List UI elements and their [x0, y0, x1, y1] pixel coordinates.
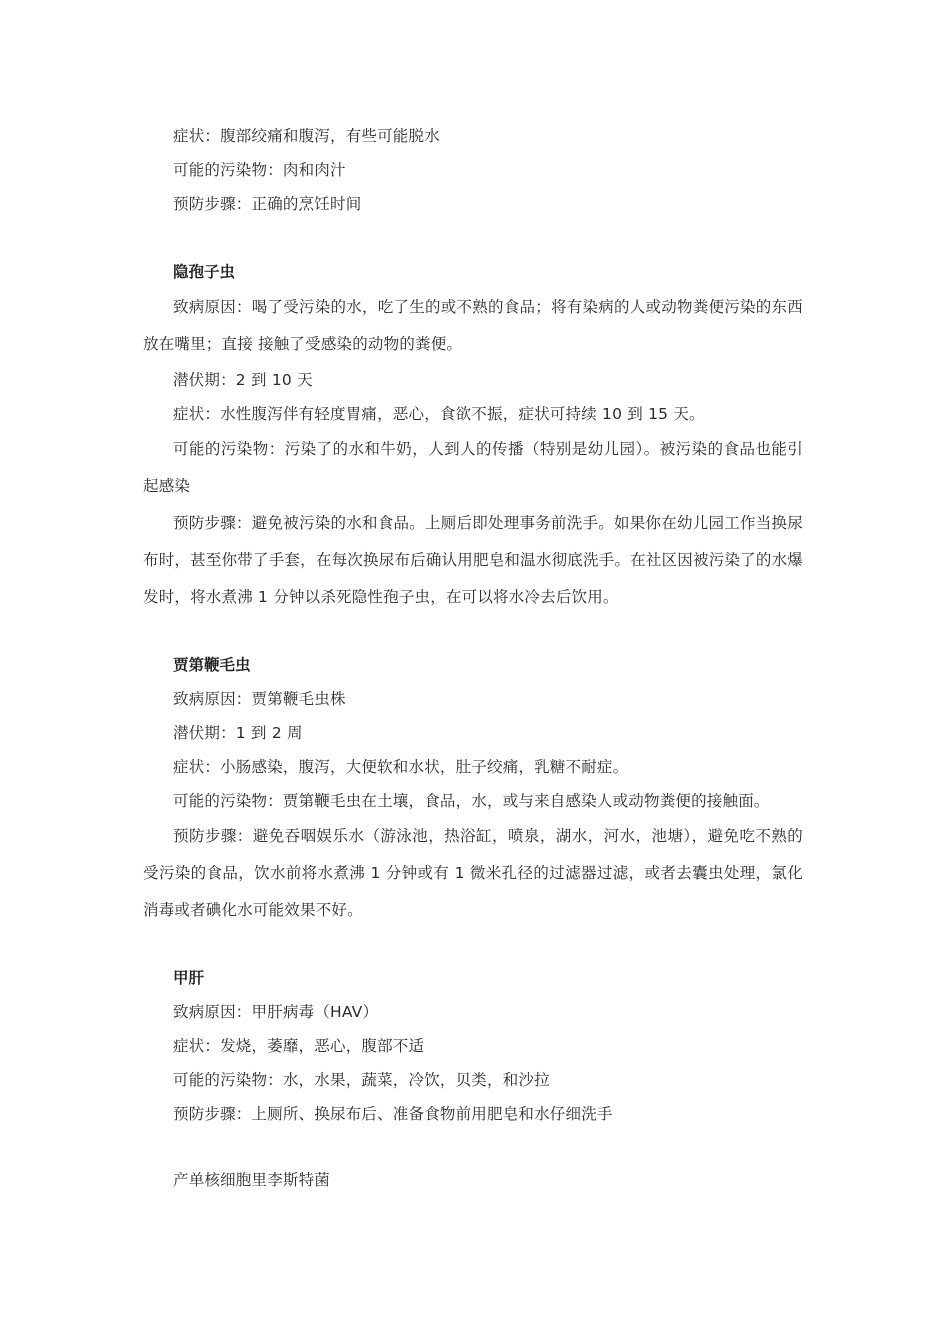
hepa-symptom: 症状：发烧，萎靡，恶心，腹部不适: [173, 1037, 425, 1055]
crypto-incubation: 潜伏期：2 到 10 天: [173, 371, 313, 389]
intro-prevention: 预防步骤：正确的烹饪时间: [173, 195, 362, 213]
intro-symptom: 症状：腹部绞痛和腹泻，有些可能脱水: [173, 127, 440, 145]
giardia-contaminant: 可能的污染物：贾第鞭毛虫在土壤，食品，水，或与来自感染人或动物粪便的接触面。: [173, 792, 770, 810]
hepa-heading: 甲肝: [173, 969, 205, 987]
giardia-incubation: 潜伏期：1 到 2 周: [173, 724, 303, 742]
crypto-heading: 隐孢子虫: [173, 263, 236, 281]
giardia-cause: 致病原因：贾第鞭毛虫株: [173, 690, 346, 708]
section-gap: [143, 1131, 803, 1163]
giardia-symptom: 症状：小肠感染，腹泻，大便软和水状，肚子绞痛，乳糖不耐症。: [173, 758, 629, 776]
top-spacer: [143, 0, 803, 119]
giardia-prevention: 预防步骤：避免吞咽娱乐水（游泳池，热浴缸，喷泉，湖水，河水，池塘），避免吃不熟的受污染的食品，饮水前将水煮沸 1 分钟或有 1 微米孔径的过滤器过滤，或者去囊虫处理，氯化消毒或者碘化水可能效果不好。: [143, 827, 803, 919]
crypto-symptom: 症状：水性腹泻伴有轻度胃痛，恶心，食欲不振，症状可持续 10 到 15 天。: [173, 405, 705, 423]
section-gap: [143, 929, 803, 961]
hepa-contaminant: 可能的污染物：水，水果，蔬菜，冷饮，贝类，和沙拉: [173, 1071, 550, 1089]
section-gap: [143, 616, 803, 648]
crypto-prevention: 预防步骤：避免被污染的水和食品。上厕后即处理事务前洗手。如果你在幼儿园工作当换尿布时，甚至你带了手套，在每次换尿布后确认用肥皂和温水彻底洗手。在社区因被污染了的水爆发时，将水煮沸 1 分钟以杀死隐性孢子虫，在可以将水冷去后饮用。: [143, 514, 803, 606]
intro-contaminant: 可能的污染物：肉和肉汁: [173, 161, 346, 179]
hepa-prevention: 预防步骤：上厕所、换尿布后、准备食物前用肥皂和水仔细洗手: [173, 1105, 613, 1123]
crypto-contaminant: 可能的污染物：污染了的水和牛奶，人到人的传播（特别是幼儿园）。被污染的食品也能引起感染: [143, 440, 803, 495]
document-page: [143, 0, 803, 1197]
section-gap: [143, 221, 803, 255]
crypto-cause: 致病原因：喝了受污染的水，吃了生的或不熟的食品；将有染病的人或动物粪便污染的东西放在嘴里；直接 接触了受感染的动物的粪便。: [143, 298, 803, 353]
listeria-heading: 产单核细胞里李斯特菌: [173, 1171, 331, 1189]
giardia-heading: 贾第鞭毛虫: [173, 656, 251, 674]
hepa-cause: 致病原因：甲肝病毒（HAV）: [173, 1003, 379, 1021]
